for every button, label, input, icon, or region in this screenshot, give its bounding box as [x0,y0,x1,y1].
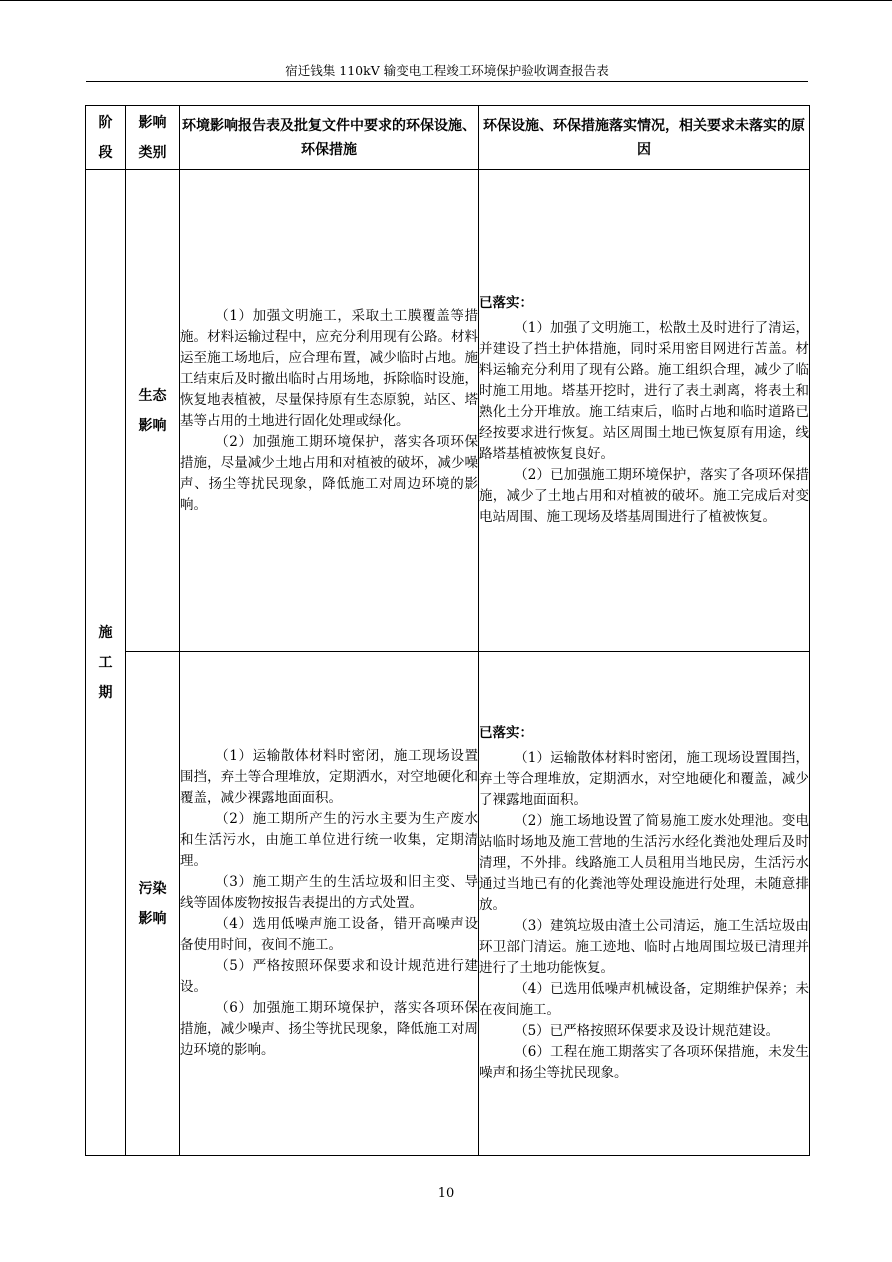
col-header-impact-type [126,106,180,170]
implementation-cell [479,652,810,1156]
implementation-list [479,748,809,1084]
page-number: 10 [437,1186,455,1201]
implementation-list [479,318,809,528]
implementation-cell [479,170,810,652]
paragraph: （2）施工场地设置了简易施工废水处理池。变电站临时场地及施工营地的生活污水经化粪池处理后及时清理，不外排。线路施工人员租用当地民房，生活污水通过当地已有的化粪池等处理设施进行处理，未随意排放。 [479,813,809,913]
impact-type-label: 生态 影响 [138,387,167,434]
status-label: 已落实： [479,725,533,741]
paragraph: （6）加强施工期环境保护，落实各项环保措施，减少噪声、扬尘等扰民现象，降低施工对周边环境的影响。 [180,1000,478,1058]
requirements-cell [180,652,479,1156]
header-row [86,106,810,170]
stage-header-text: 阶 段 [98,114,113,161]
top-border [0,0,892,1]
header-rule [86,81,808,82]
stage-cell [86,170,126,1156]
paragraph: （1）加强文明施工，采取土工膜覆盖等措施。材料运输过程中，应充分利用现有公路。材料运至施工场地后，应合理布置，减少临时占地。施工结束后及时撤出临时占用场地，拆除临时设施，恢复地表植被，尽量保持原有生态原貌，站区、塔基等占用的土地进行固化处理或绿化。 [180,307,478,429]
paragraph: （1）加强了文明施工，松散土及时进行了清运，并建设了挡土护体措施，同时采用密目网进行苫盖。材料运输充分利用了现有公路。施工组织合理，减少了临时施工用地。塔基开挖时，进行了表土剥离，将表土和熟化土分开堆放。施工结束后，临时占地和临时道路已经按要求进行恢复。站区周围土地已恢复原有用途，线路塔基植被恢复良好。 [479,320,809,462]
paragraph: （3）建筑垃圾由渣土公司清运，施工生活垃圾由环卫部门清运。施工迹地、临时占地周围垃圾已清理并进行了土地功能恢复。 [479,918,809,976]
col-header-implementation: 环保设施、环保措施落实情况，相关要求未落实的原因 [479,106,810,170]
paragraph: （1）运输散体材料时密闭，施工现场设置围挡，弃土等合理堆放，定期洒水，对空地硬化和覆盖，减少了裸露地面面积。 [479,750,809,808]
col-header-requirements: 环境影响报告表及批复文件中要求的环保设施、环保措施 [180,106,479,170]
status-label: 已落实： [479,295,533,311]
paragraph: （4）选用低噪声施工设备，错开高噪声设备使用时间，夜间不施工。 [180,916,478,953]
page-header: 宿迁钱集 110kV 输变电工程竣工环境保护验收调查报告表 [285,63,609,78]
paragraph: （5）已严格按照环保要求及设计规范建设。 [514,1023,780,1039]
impact-type-header-text: 影响 类别 [138,114,167,161]
impact-type-cell [126,170,180,652]
report-table [85,105,810,1156]
requirements-cell [180,170,479,652]
table-row-pollution [86,652,810,1156]
paragraph: （2）施工期所产生的污水主要为生产废水和生活污水，由施工单位进行统一收集，定期清理。 [180,811,478,869]
paragraph: （5）严格按照环保要求和设计规范进行建设。 [180,958,478,995]
paragraph: （6）工程在施工期落实了各项环保措施，未发生噪声和扬尘等扰民现象。 [479,1044,809,1081]
requirements-list [180,746,478,1061]
impact-type-label: 污染 影响 [138,880,167,927]
paragraph: （2）已加强施工期环境保护，落实了各项环保措施，减少了土地占用和对植被的破坏。施工完成后对变电站周围、施工现场及塔基周围进行了植被恢复。 [479,467,809,525]
col-header-stage [86,106,126,170]
table-row-ecology [86,170,810,652]
impact-type-cell [126,652,180,1156]
paragraph: （1）运输散体材料时密闭，施工现场设置围挡，弃土等合理堆放，定期洒水，对空地硬化和覆盖，减少裸露地面面积。 [180,748,478,806]
paragraph: （3）施工期产生的生活垃圾和旧主变、导线等固体废物按报告表提出的方式处置。 [180,874,478,911]
requirements-list [180,306,478,516]
paragraph: （4）已选用低噪声机械设备，定期维护保养；未在夜间施工。 [479,981,809,1018]
stage-label: 施 工 期 [98,624,113,701]
paragraph: （2）加强施工期环境保护，落实各项环保措施，尽量减少土地占用和对植被的破坏，减少噪声、扬尘等扰民现象，降低施工对周边环境的影响。 [180,433,478,513]
